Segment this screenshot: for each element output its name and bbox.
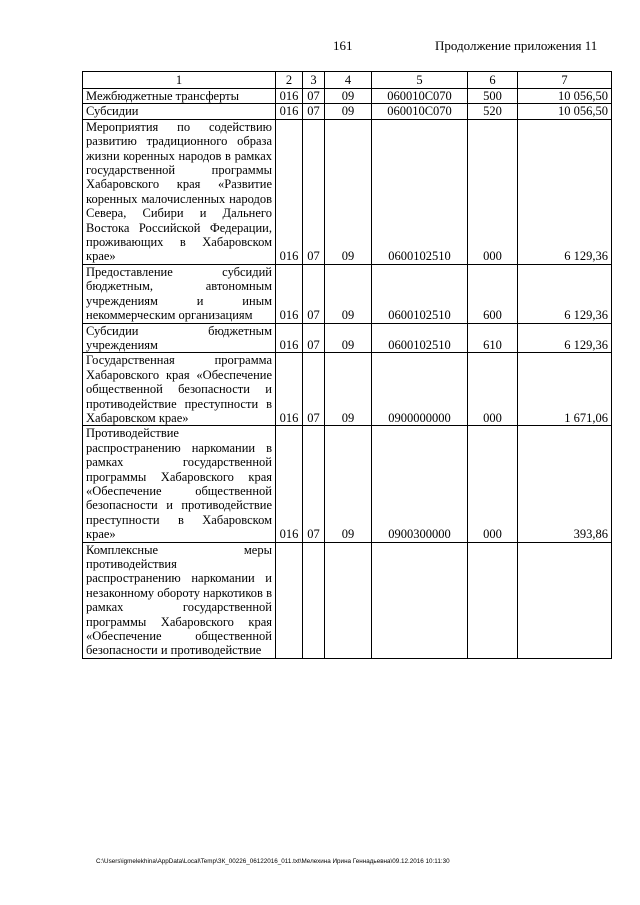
cell-expense-type: 610 [468, 323, 518, 353]
item-name: Противодействие распространению наркомании в рамках государственной программы Хабаровского края «Обеспечение общественной безопасности и противодействие преступности в Хабаровском крае» [83, 426, 276, 542]
item-name: Комплексные меры противодействия распространению наркомании и незаконному обороту наркотиков в рамках государственной программы Хабаровского края «Обеспечение общественной безопасности и противодействие [83, 542, 276, 658]
table-row [83, 264, 612, 323]
cell-target-article: 0900000000 [372, 353, 468, 426]
cell-ministry: 016 [276, 426, 303, 542]
cell-section [303, 542, 325, 658]
cell-target-article: 0600102510 [372, 264, 468, 323]
table-row [83, 542, 612, 658]
cell-ministry: 016 [276, 89, 303, 104]
cell-amount: 1 671,06 [518, 353, 612, 426]
cell-subsection: 09 [325, 323, 372, 353]
cell-expense-type: 000 [468, 119, 518, 264]
cell-ministry: 016 [276, 353, 303, 426]
cell-expense-type: 520 [468, 104, 518, 119]
cell-ministry: 016 [276, 264, 303, 323]
cell-amount: 6 129,36 [518, 323, 612, 353]
cell-amount [518, 542, 612, 658]
cell-section: 07 [303, 353, 325, 426]
cell-subsection [325, 542, 372, 658]
table-row [83, 353, 612, 426]
cell-section: 07 [303, 264, 325, 323]
cell-expense-type [468, 542, 518, 658]
budget-table [82, 71, 612, 659]
cell-section: 07 [303, 89, 325, 104]
cell-subsection: 09 [325, 119, 372, 264]
column-header: 7 [518, 72, 612, 89]
item-name: Межбюджетные трансферты [83, 89, 276, 104]
item-name: Субсидии бюджетным учреждениям [83, 323, 276, 353]
cell-amount: 393,86 [518, 426, 612, 542]
cell-subsection: 09 [325, 426, 372, 542]
column-header: 5 [372, 72, 468, 89]
cell-section: 07 [303, 119, 325, 264]
cell-amount: 6 129,36 [518, 119, 612, 264]
cell-target-article: 0600102510 [372, 323, 468, 353]
appendix-note: Продолжение приложения 11 [435, 38, 598, 53]
column-header: 6 [468, 72, 518, 89]
cell-amount: 10 056,50 [518, 89, 612, 104]
cell-ministry: 016 [276, 323, 303, 353]
column-header: 4 [325, 72, 372, 89]
cell-section: 07 [303, 426, 325, 542]
cell-ministry: 016 [276, 119, 303, 264]
cell-subsection: 09 [325, 353, 372, 426]
table-row [83, 323, 612, 353]
cell-ministry [276, 542, 303, 658]
cell-expense-type: 600 [468, 264, 518, 323]
item-name: Субсидии [83, 104, 276, 119]
cell-expense-type: 500 [468, 89, 518, 104]
cell-subsection: 09 [325, 89, 372, 104]
table-row [83, 119, 612, 264]
cell-target-article: 060010С070 [372, 89, 468, 104]
cell-target-article [372, 542, 468, 658]
item-name: Предоставление субсидий бюджетным, автономным учреждениям и иным некоммерческим организациям [83, 264, 276, 323]
header-row [83, 72, 612, 89]
cell-expense-type: 000 [468, 426, 518, 542]
table-row [83, 426, 612, 542]
column-header: 2 [276, 72, 303, 89]
cell-section: 07 [303, 104, 325, 119]
column-header: 1 [83, 72, 276, 89]
cell-subsection: 09 [325, 264, 372, 323]
page-number: 161 [333, 38, 353, 53]
cell-target-article: 0600102510 [372, 119, 468, 264]
table-row [83, 104, 612, 119]
cell-amount: 6 129,36 [518, 264, 612, 323]
item-name: Мероприятия по содействию развитию традиционного образа жизни коренных народов в рамках государственной программы Хабаровского края «Развитие коренных малочисленных народов Севера, Сибири и Дальнего Востока Российской Федерации, проживающих в Хабаровском крае» [83, 119, 276, 264]
cell-amount: 10 056,50 [518, 104, 612, 119]
cell-subsection: 09 [325, 104, 372, 119]
cell-target-article: 0900300000 [372, 426, 468, 542]
column-header: 3 [303, 72, 325, 89]
cell-expense-type: 000 [468, 353, 518, 426]
item-name: Государственная программа Хабаровского края «Обеспечение общественной безопасности и противодействие преступности в Хабаровском крае» [83, 353, 276, 426]
footer-file-path: C:\Users\igmelekhina\AppData\Local\Temp\ЗК_00226_06122016_011.txt\Мелехина Ирина Геннадьевна\09.12.2016 10:11:30 [96, 858, 450, 865]
cell-section: 07 [303, 323, 325, 353]
cell-ministry: 016 [276, 104, 303, 119]
cell-target-article: 060010С070 [372, 104, 468, 119]
table-row [83, 89, 612, 104]
